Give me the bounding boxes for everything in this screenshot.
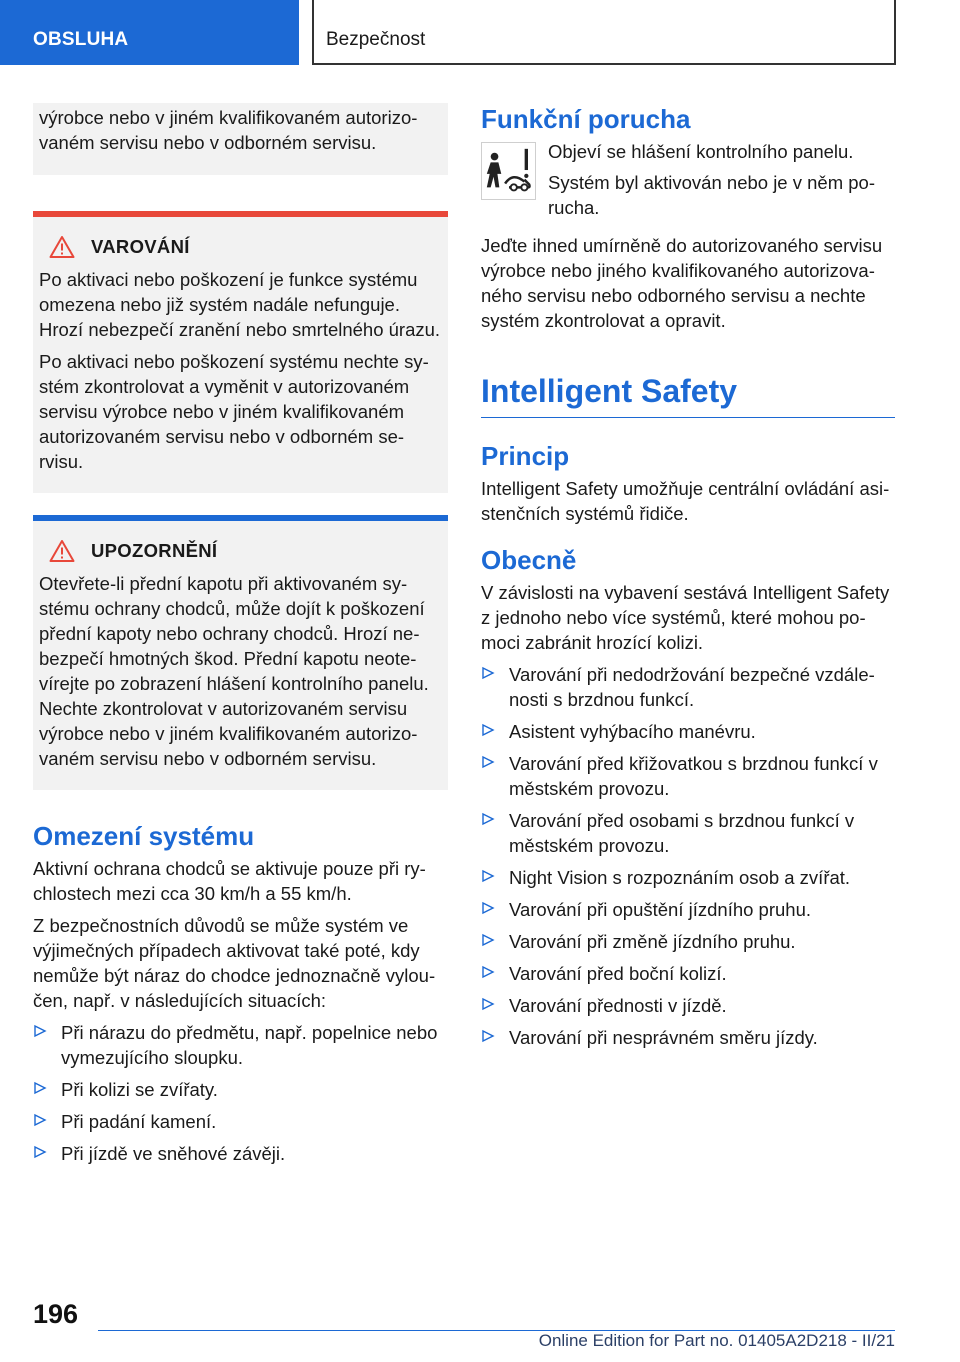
triangle-bullet-icon [33,1081,47,1095]
caution-box [33,515,448,790]
triangle-bullet-icon [481,869,495,883]
list-item: Při padání kamení. [33,1109,448,1134]
limits-paragraph: Aktivní ochrana chodců se aktivuje pouze při rychlostech mezi cca 30 km/h a 55 km/h. [33,858,426,904]
list-item: Varování přednosti v jízdě. [481,993,895,1018]
list-item: Asistent vyhýbacího manévru. [481,719,895,744]
triangle-bullet-icon [481,723,495,737]
right-column [481,103,895,1057]
general-paragraph: V závislosti na vybavení sestává Intelligent Safety z jednoho nebo více systémů, které mohou pomoci zabránit hrozící kolizi. [481,582,890,653]
limits-list [33,1020,448,1166]
triangle-bullet-icon [481,812,495,826]
fault-heading: Funkční porucha [481,104,691,134]
warning-title-row [39,235,442,259]
caution-title: UPOZORNĚNÍ [91,540,218,561]
list-item: Při nárazu do předmětu, např. popelnice nebo vymezujícího sloupku. [33,1020,448,1070]
list-item: Při kolizi se zvířaty. [33,1077,448,1102]
limits-heading: Omezení systému [33,821,255,851]
fault-message-text [548,139,895,226]
continued-notice-box [33,103,448,175]
fault-line: Systém byl aktivován nebo je v něm porucha. [548,172,876,218]
list-item: Varování při změně jízdního pruhu. [481,929,895,954]
fault-line: Objeví se hlášení kontrolního panelu. [548,141,854,162]
triangle-bullet-icon [33,1113,47,1127]
left-column [33,103,448,1173]
limits-paragraph: Z bezpečnostních důvodů se může systém ve výjimečných případech aktivovat také poté, kdy nemůže být náraz do chodce jednoznačně vyloučen, např. v následujících situacích: [33,915,436,1011]
general-heading: Obecně [481,545,577,575]
triangle-bullet-icon [481,755,495,769]
list-item: Varování před boční kolizí. [481,961,895,986]
list-item: Varování při nedodržování bezpečné vzdálenosti s brzdnou funkcí. [481,662,895,712]
list-item: Varování při opuštění jízdního pruhu. [481,897,895,922]
warning-paragraph: Po aktivaci nebo poškození systému nechte systém zkontrolovat a vyměnit v autorizovaném servisu výrobce nebo v jiném kvalifikovaném autorizovaném servisu nebo v odborném servisu. [39,351,429,472]
pedestrian-protection-fault-icon [481,142,536,200]
list-item: Varování před křižovatkou s brzdnou funkcí v městském provozu. [481,751,895,801]
warning-triangle-icon [49,235,75,259]
triangle-bullet-icon [481,933,495,947]
continued-notice-text: výrobce nebo v jiném kvalifikovaném autorizovaném servisu nebo v odborném servisu. [39,107,418,153]
triangle-bullet-icon [481,666,495,680]
triangle-bullet-icon [481,965,495,979]
principle-heading: Princip [481,441,570,471]
caution-title-row [39,539,442,563]
systems-list [481,662,895,1050]
triangle-bullet-icon [33,1145,47,1159]
page-number: 196 [33,1299,79,1329]
caution-triangle-icon [49,539,75,563]
principle-paragraph: Intelligent Safety umožňuje centrální ovládání asistenčních systémů řidiče. [481,478,890,524]
triangle-bullet-icon [481,901,495,915]
main-heading-wrap [481,371,895,418]
footer-edition: Online Edition for Part no. 01405A2D218 - II/21 [538,1331,895,1350]
triangle-bullet-icon [481,1029,495,1043]
list-item: Night Vision s rozpoznáním osob a zvířat. [481,865,895,890]
warning-title: VAROVÁNÍ [91,236,190,257]
list-item: Při jízdě ve sněhové závěji. [33,1141,448,1166]
header-chapter-title: Bezpečnost [312,0,896,65]
triangle-bullet-icon [481,997,495,1011]
header-section-tab: OBSLUHA [0,0,299,65]
list-item: Varování při nesprávném směru jízdy. [481,1025,895,1050]
fault-message-row [481,139,895,226]
triangle-bullet-icon [33,1024,47,1038]
fault-paragraph: Jeďte ihned umírněně do autorizovaného servisu výrobce nebo jiného kvalifikovaného autorizovaného servisu nebo odborného servisu a nechte systém zkontrolovat a opravit. [481,235,883,331]
spacer [33,188,448,211]
list-item: Varování před osobami s brzdnou funkcí v městském provozu. [481,808,895,858]
warning-paragraph: Po aktivaci nebo poškození je funkce systému omezena nebo již systém nadále nefunguje. Hrozí nebezpečí zranění nebo smrtelného úrazu. [39,269,441,340]
warning-box [33,211,448,493]
caution-paragraph: Otevřete-li přední kapotu při aktivovaném systému ochrany chodců, může dojít k poškození přední kapoty nebo ochrany chodců. Hrozí nebezpečí hmotných škod. Přední kapotu neotevírejte po zobrazení hlášení kontrolního panelu. Nechte zkontrolovat v autorizovaném servisu výrobce nebo v jiném kvalifikovaném autorizovaném servisu nebo v odborném servisu. [39,573,429,769]
main-heading: Intelligent Safety [481,373,738,409]
